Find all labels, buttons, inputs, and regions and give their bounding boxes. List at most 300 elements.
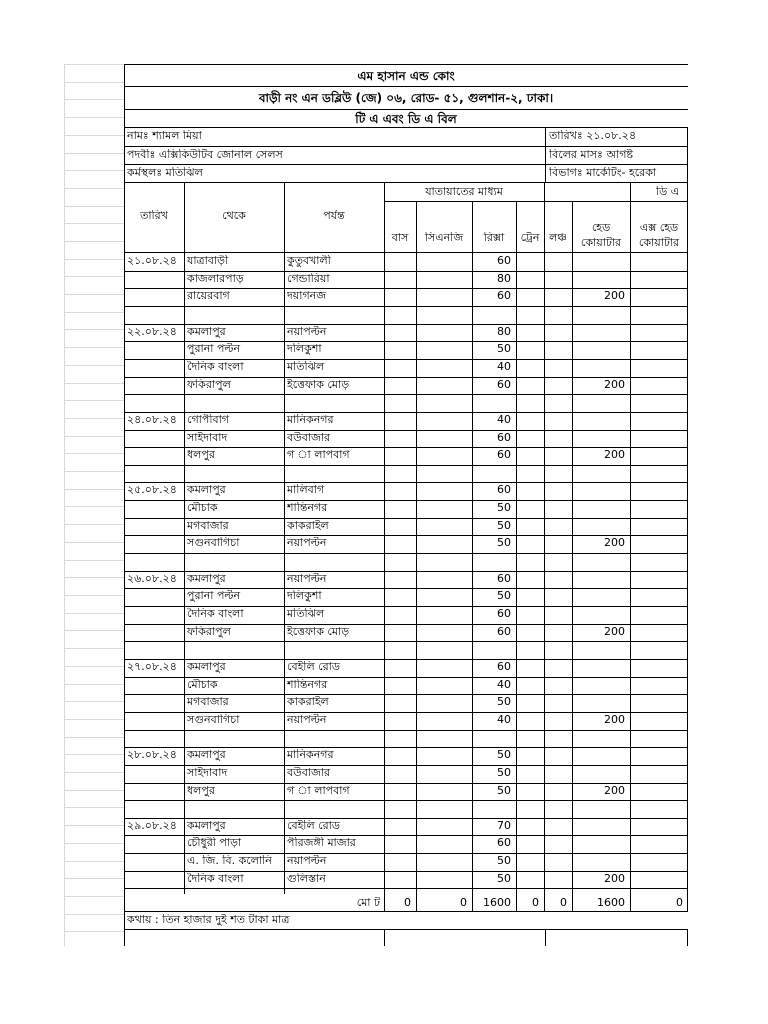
row-from: রায়েরবাগ [187,290,230,302]
row-rickshaw: 60 [497,484,511,496]
row-rickshaw [472,643,516,657]
row-date [127,873,184,887]
row-to: গুলিস্তান [287,873,326,885]
border-line [124,624,688,625]
border-line [124,929,688,930]
row-head-quarter [572,802,630,816]
border-line [124,588,688,589]
gridline [64,418,124,419]
border-line [416,894,417,911]
row-rickshaw: 60 [497,379,511,391]
row-rickshaw: 60 [497,837,511,849]
row-date [127,643,184,657]
gridline [64,701,124,702]
row-to [287,732,384,746]
row-from: দৈনিক বাংলা [187,361,244,373]
header-to: পর্যন্ত [323,210,345,222]
row-head-quarter [572,749,630,763]
row-from [187,308,284,322]
row-to: ইত্তেফাক মোড় [287,626,350,638]
row-head-quarter: 200 [604,537,625,549]
total-bus: 0 [404,897,411,909]
row-head-quarter [572,855,630,869]
gridline [64,630,124,631]
gridline [64,878,124,879]
row-rickshaw: 70 [497,820,511,832]
gridline [64,64,65,946]
border-line [124,377,688,378]
header-date: তারিখ [140,210,168,222]
row-date [127,273,184,287]
border-line [124,765,688,766]
row-from: কাজলারপাড় [187,273,244,285]
border-line [124,712,688,713]
row-from: যাত্রাবাড়ী [187,255,229,267]
row-from: সাইদাবাদ [187,767,228,779]
row-date [127,396,184,410]
gridline [64,648,124,649]
border-line [124,146,688,147]
row-from: সাইদাবাদ [187,432,228,444]
row-rickshaw: 50 [497,749,511,761]
header-da: ডি এ [656,186,680,198]
row-from [187,643,284,657]
row-from: এ. জি. বি. কলোনি [187,855,272,867]
row-head-quarter [572,732,630,746]
row-head-quarter [572,255,630,269]
gridline [64,613,124,614]
row-rickshaw: 60 [497,661,511,673]
row-to: মালিবাগ [287,484,325,496]
row-head-quarter [572,502,630,516]
row-rickshaw [472,802,516,816]
border-line [124,271,688,272]
border-line [124,359,688,360]
row-to: মতিঝিল [287,361,325,373]
border-line [124,888,688,889]
border-line [124,500,688,501]
gridline [64,188,124,189]
row-rickshaw: 50 [497,343,511,355]
gridline [64,312,124,313]
row-date [127,608,184,622]
row-date [127,626,184,640]
border-line [124,571,688,572]
border-line [124,86,688,87]
row-date: ২৬.০৮.২৪ [127,573,177,585]
gridline [64,329,124,330]
gridline [64,772,124,773]
amount-in-words: কথায় : তিন হাজার দুই শত টাকা মাত্র [127,914,290,926]
row-from [187,802,284,816]
row-rickshaw: 60 [497,626,511,638]
border-line [124,482,688,483]
row-to: ইত্তেফাক মোড় [287,379,350,391]
border-line [124,911,688,912]
border-line [124,64,688,65]
row-to: কুতুবখালী [287,255,331,267]
row-rickshaw [472,732,516,746]
row-date [127,467,184,481]
row-head-quarter [572,343,630,357]
row-date [127,732,184,746]
row-head-quarter [572,643,630,657]
row-from: কমলাপুর [187,661,226,673]
border-line [124,465,688,466]
row-to: নয়াপল্টন [287,714,327,726]
gridline [64,276,124,277]
border-line [124,252,688,253]
gridline [64,99,124,100]
row-head-quarter: 200 [604,290,625,302]
gridline [64,471,124,472]
row-head-quarter [572,555,630,569]
gridline [64,931,124,932]
row-to [287,308,384,322]
row-to: দলিকুশা [287,590,322,602]
row-from: মৌচাক [187,502,218,514]
row-from: কমলাপুর [187,484,226,496]
row-from: সগুনবাগিচা [187,537,240,549]
border-line [124,109,688,110]
row-date [127,696,184,710]
header-ex-head-line2: কোয়াটার [638,237,680,249]
gridline [64,807,124,808]
row-head-quarter [572,308,630,322]
gridline [64,223,124,224]
row-from: চৌধুরী পাড়া [187,837,242,849]
row-from: মগবাজার [187,696,229,708]
row-date [127,837,184,851]
row-date [127,308,184,322]
row-from: পুরানা পল্টন [187,343,241,355]
row-date: ২৫.০৮.২৪ [127,484,177,496]
row-head-quarter: 200 [604,785,625,797]
row-from: সগুনবাগিচা [187,714,240,726]
gridline [64,896,124,897]
header-from: থেকে [222,210,246,222]
row-head-quarter [572,661,630,675]
gridline [64,506,124,507]
border-line [384,894,385,911]
row-to [287,643,384,657]
gridline [64,684,124,685]
border-line [124,341,688,342]
row-from: পুরানা পল্টন [187,590,241,602]
gridline [64,365,124,366]
row-rickshaw: 60 [497,449,511,461]
row-to: গ া লাপবাগ [287,785,350,797]
row-date [127,537,184,551]
row-head-quarter [572,484,630,498]
row-from: কমলাপুর [187,326,226,338]
gridline [64,489,124,490]
row-rickshaw: 40 [497,361,511,373]
row-head-quarter [572,767,630,781]
row-rickshaw: 60 [497,255,511,267]
row-head-quarter [572,432,630,446]
row-to [287,396,384,410]
border-line [124,747,688,748]
header-cng: সিএনজি [424,232,464,244]
employee-name: নামঃ শ্যামল মিয়া [127,130,202,142]
border-line [516,894,517,911]
row-date [127,679,184,693]
company-address: বাড়ী নং এন ডব্লিউ (জে) ০৬, রোড- ৫১, গুলশান-২, ঢাকা। [258,91,554,105]
row-rickshaw: 50 [497,767,511,779]
border-line [124,182,688,183]
border-line [124,412,688,413]
row-from: গোপীবাগ [187,414,229,426]
header-transport: যাতায়াতের মাধ্যম [425,186,503,198]
gridline [64,754,124,755]
border-line [124,553,688,554]
gridline [64,524,124,525]
row-head-quarter [572,520,630,534]
gridline [64,666,124,667]
border-line [124,127,688,128]
row-date [127,590,184,604]
row-date [127,785,184,799]
total-cng: 0 [460,897,467,909]
row-head-quarter [572,573,630,587]
total-train: 0 [532,897,539,909]
row-rickshaw [472,308,516,322]
header-ex-head-line1: এক্স হেড [639,222,679,234]
gridline [64,153,124,154]
gridline [64,64,124,65]
employee-workplace: কর্মস্থলঃ মতিঝিল [127,167,203,179]
row-to: পীরজঙ্গী মাজার [287,837,356,849]
total-head-quarter: 1600 [597,897,625,909]
row-from: ধলপুর [187,785,215,797]
row-date [127,802,184,816]
row-date: ২৮.০৮.২৪ [127,749,177,761]
border-line [384,201,688,202]
row-head-quarter [572,414,630,428]
border-line [124,535,688,536]
row-from: মগবাজার [187,520,229,532]
row-to: নয়াপল্টন [287,855,327,867]
row-rickshaw: 60 [497,573,511,585]
row-rickshaw: 60 [497,608,511,620]
row-from: কমলাপুর [187,573,226,585]
total-launch: 0 [560,897,567,909]
company-name: এম হাসান এন্ড কোং [357,69,455,83]
row-date [127,290,184,304]
row-date [127,343,184,357]
department: বিভাগঃ মার্কেটিং- হরেকা [549,167,657,179]
row-to: মতিঝিল [287,608,325,620]
bill-date: তারিখঃ ২১.০৮.২৪ [549,130,637,142]
row-head-quarter [572,608,630,622]
total-rickshaw: 1600 [483,897,511,909]
border-line [124,606,688,607]
row-head-quarter: 200 [604,714,625,726]
row-to: মানিকনগর [287,749,334,761]
row-date [127,714,184,728]
gridline [64,82,124,83]
border-line [124,447,688,448]
border-line [124,694,688,695]
row-to: শান্তিনগর [287,679,328,691]
gridline [64,135,124,136]
gridline [64,400,124,401]
border-line [124,677,688,678]
row-head-quarter: 200 [604,449,625,461]
row-head-quarter [572,273,630,287]
gridline [64,259,124,260]
border-line [416,201,417,894]
row-date [127,555,184,569]
gridline [64,453,124,454]
row-rickshaw: 60 [497,290,511,302]
border-line [544,894,545,911]
row-to: নয়াপল্টন [287,537,327,549]
row-from [187,555,284,569]
border-line [124,800,688,801]
border-line [124,853,688,854]
gridline [64,843,124,844]
border-line [124,64,125,946]
row-to: মানিকনগর [287,414,334,426]
gridline [64,825,124,826]
border-line [124,641,688,642]
border-line [124,164,688,165]
row-date [127,432,184,446]
border-line [124,430,688,431]
row-head-quarter [572,590,630,604]
row-to: গেন্ডারিয়া [287,273,330,285]
row-rickshaw [472,555,516,569]
row-from: কমলাপুর [187,749,226,761]
gridline [64,347,124,348]
row-to: গ া লাপবাগ [287,449,350,461]
row-to: বউবাজার [287,432,331,444]
row-from [187,396,284,410]
border-line [384,929,385,946]
row-date [127,379,184,393]
row-from: ফকিরাপুল [187,379,231,391]
border-line [124,518,688,519]
border-line [124,659,688,660]
row-rickshaw: 50 [497,520,511,532]
border-line [687,929,688,946]
border-line [124,818,688,819]
row-to: শান্তিনগর [287,502,328,514]
gridline [64,914,124,915]
border-line [572,894,573,911]
employee-designation: পদবীঃ এক্সিকিউটিব জোনাল সেলস [127,149,283,161]
header-head-quarter-line1: হেড [591,222,611,234]
header-head-quarter-line2: কোয়াটার [580,237,622,249]
header-bus: বাস [391,232,409,244]
border-line [124,306,688,307]
border-line [630,894,631,911]
gridline [64,542,124,543]
gridline [64,206,124,207]
row-to: নয়াপল্টন [287,573,327,585]
border-line [124,730,688,731]
row-rickshaw: 80 [497,326,511,338]
total-ex-head: 0 [676,897,683,909]
row-date: ২১.০৮.২৪ [127,255,177,267]
row-from: দৈনিক বাংলা [187,608,244,620]
row-date [127,361,184,375]
row-rickshaw: 50 [497,537,511,549]
row-to [287,467,384,481]
row-to [287,802,384,816]
border-line [124,324,688,325]
row-from: কমলাপুর [187,820,226,832]
row-date [127,767,184,781]
row-from: ফকিরাপুল [187,626,231,638]
row-to: দলিকুশা [287,343,322,355]
row-head-quarter [572,696,630,710]
row-rickshaw: 40 [497,414,511,426]
row-to: নয়াপল্টন [287,326,327,338]
bill-type-title: টি এ এবং ডি এ বিল [355,112,457,126]
border-line [124,871,688,872]
row-date [127,449,184,463]
row-rickshaw: 80 [497,273,511,285]
border-line [124,835,688,836]
header-launch: লঞ্চ [549,232,567,244]
row-rickshaw: 60 [497,432,511,444]
row-head-quarter: 200 [604,626,625,638]
gridline [64,294,124,295]
border-line [472,894,473,911]
border-line [687,894,688,911]
row-head-quarter [572,326,630,340]
row-rickshaw: 50 [497,696,511,708]
row-to: দয়াগনজ [287,290,327,302]
gridline [64,577,124,578]
total-label: মো ট [356,897,380,909]
row-to: কাকরাইল [287,696,329,708]
row-date [127,520,184,534]
row-from [187,732,284,746]
row-rickshaw: 50 [497,502,511,514]
row-head-quarter: 200 [604,873,625,885]
border-line [545,127,546,182]
row-head-quarter [572,467,630,481]
gridline [64,595,124,596]
border-line [572,201,573,894]
row-head-quarter [572,361,630,375]
border-line [687,127,688,182]
row-rickshaw: 50 [497,785,511,797]
row-date: ২৭.০৮.২৪ [127,661,177,673]
row-rickshaw: 40 [497,679,511,691]
row-rickshaw: 40 [497,714,511,726]
row-head-quarter [572,837,630,851]
row-date: ২২.০৮.২৪ [127,326,177,338]
gridline [64,383,124,384]
row-to [287,555,384,569]
border-line [545,929,546,946]
row-to: বউবাজার [287,767,331,779]
row-head-quarter [572,679,630,693]
row-from: ধলপুর [187,449,215,461]
row-to: বেইলি রোড [287,820,340,832]
gridline [64,170,124,171]
row-head-quarter [572,820,630,834]
bill-month: বিলের মাসঃ আগষ্ট [549,149,633,161]
row-to: কাকরাইল [287,520,329,532]
row-date: ২৯.০৮.২৪ [127,820,177,832]
row-date [127,855,184,869]
